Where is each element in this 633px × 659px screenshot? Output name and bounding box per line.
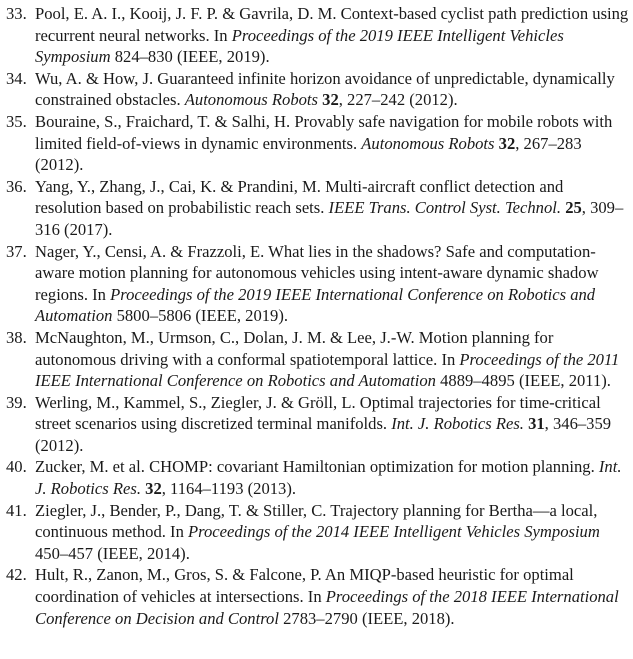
reference-volume: 32 xyxy=(145,479,162,499)
reference-volume: 32 xyxy=(498,133,516,153)
reference-pages: 5800–5806 (IEEE, 2019). xyxy=(112,306,289,326)
reference-pages: , 267–283 (2012). xyxy=(35,133,582,175)
reference-venue: Proceedings of the 2014 IEEE Intelligent Vehicles Symposium xyxy=(188,522,600,542)
reference-body: Pool, E. A. I., Kooij, J. F. P. & Gavrila, D. M. Context-based cyclist path prediction using recurrent neural networks. In xyxy=(35,4,629,45)
reference-text xyxy=(35,68,629,111)
reference-item-39 xyxy=(6,392,629,457)
reference-number: 33. xyxy=(6,4,27,23)
reference-pages: , 309–316 (2017). xyxy=(35,198,624,239)
reference-number: 37. xyxy=(6,241,27,261)
reference-body: Yang, Y., Zhang, J., Cai, K. & Prandini, M. Multi-aircraft conflict detection and resolution based on probabilistic reach sets. xyxy=(35,176,564,218)
reference-number: 41. xyxy=(6,500,27,520)
reference-text xyxy=(35,176,629,241)
reference-list xyxy=(6,3,629,629)
reference-body: Wu, A. & How, J. Guaranteed infinite horizon avoidance of unpredictable, dynamically constrained obstacles. xyxy=(35,68,615,110)
reference-pages: , 346–359 (2012). xyxy=(35,414,612,455)
reference-item-38 xyxy=(6,327,629,392)
reference-pages: 450–457 (IEEE, 2014). xyxy=(35,543,190,563)
reference-text xyxy=(35,111,629,176)
reference-venue: Proceedings of the 2011 IEEE International Conference on Robotics and Automation xyxy=(35,349,620,391)
reference-pages: 824–830 (IEEE, 2019). xyxy=(110,47,270,67)
reference-item-33 xyxy=(6,3,629,68)
reference-venue: Int. J. Robotics Res. xyxy=(35,457,622,499)
reference-pages: 4889–4895 (IEEE, 2011). xyxy=(435,371,611,391)
reference-item-35 xyxy=(6,111,629,176)
reference-item-36 xyxy=(6,176,629,241)
reference-pages: , 227–242 (2012). xyxy=(338,90,458,110)
reference-text xyxy=(35,327,629,392)
reference-text xyxy=(35,392,629,457)
reference-pages: , 1164–1193 (2013). xyxy=(161,479,297,499)
reference-number: 34. xyxy=(6,68,27,88)
reference-text xyxy=(35,456,629,499)
reference-number: 40. xyxy=(6,457,27,477)
reference-text xyxy=(35,241,629,327)
reference-body: Ziegler, J., Bender, P., Dang, T. & Stiller, C. Trajectory planning for Bertha—a local, continuous method. In xyxy=(35,500,598,542)
reference-venue: IEEE Trans. Control Syst. Technol. xyxy=(328,198,562,218)
reference-number: 42. xyxy=(6,565,27,585)
reference-item-40 xyxy=(6,456,629,499)
reference-item-42 xyxy=(6,564,629,629)
reference-body: Bouraine, S., Fraichard, T. & Salhi, H. Provably safe navigation for mobile robots with limited field-of-views in dynamic environments. xyxy=(35,111,613,153)
reference-volume: 25 xyxy=(565,198,582,218)
reference-text xyxy=(35,564,629,629)
reference-pages: 2783–2790 (IEEE, 2018). xyxy=(278,608,455,628)
reference-text xyxy=(35,500,629,565)
reference-item-41 xyxy=(6,500,629,565)
reference-number: 39. xyxy=(6,392,27,412)
reference-number: 36. xyxy=(6,176,27,196)
reference-body: Nager, Y., Censi, A. & Frazzoli, E. What lies in the shadows? Safe and computation-aware motion planning for autonomous vehicles using intent-aware dynamic shadow regions. In xyxy=(35,241,599,304)
reference-body: Hult, R., Zanon, M., Gros, S. & Falcone, P. An MIQP-based heuristic for optimal coordination of vehicles at intersections. In xyxy=(35,565,574,607)
reference-number: 38. xyxy=(6,327,27,347)
reference-body: Werling, M., Kammel, S., Ziegler, J. & Gröll, L. Optimal trajectories for time-critical street scenarios using discretized terminal manifolds. xyxy=(35,392,601,434)
reference-body: Zucker, M. et al. CHOMP: covariant Hamiltonian optimization for motion planning. xyxy=(35,457,599,477)
reference-body: McNaughton, M., Urmson, C., Dolan, J. M. & Lee, J.-W. Motion planning for autonomous driving with a conformal spatiotemporal lattice. In xyxy=(35,327,554,369)
reference-item-34 xyxy=(6,68,629,111)
reference-item-37 xyxy=(6,241,629,327)
reference-number: 35. xyxy=(6,111,27,131)
reference-venue: Int. J. Robotics Res. xyxy=(391,414,524,434)
reference-text xyxy=(35,3,629,68)
reference-volume: 32 xyxy=(322,90,339,110)
reference-venue: Autonomous Robots xyxy=(184,90,318,110)
reference-venue: Proceedings of the 2018 IEEE International Conference on Decision and Control xyxy=(35,587,619,628)
reference-venue: Autonomous Robots xyxy=(361,133,495,153)
reference-venue: Proceedings of the 2019 IEEE International Conference on Robotics and Automation xyxy=(35,284,596,326)
reference-volume: 31 xyxy=(528,414,545,434)
reference-venue: Proceedings of the 2019 IEEE Intelligent Vehicles Symposium xyxy=(35,25,564,67)
